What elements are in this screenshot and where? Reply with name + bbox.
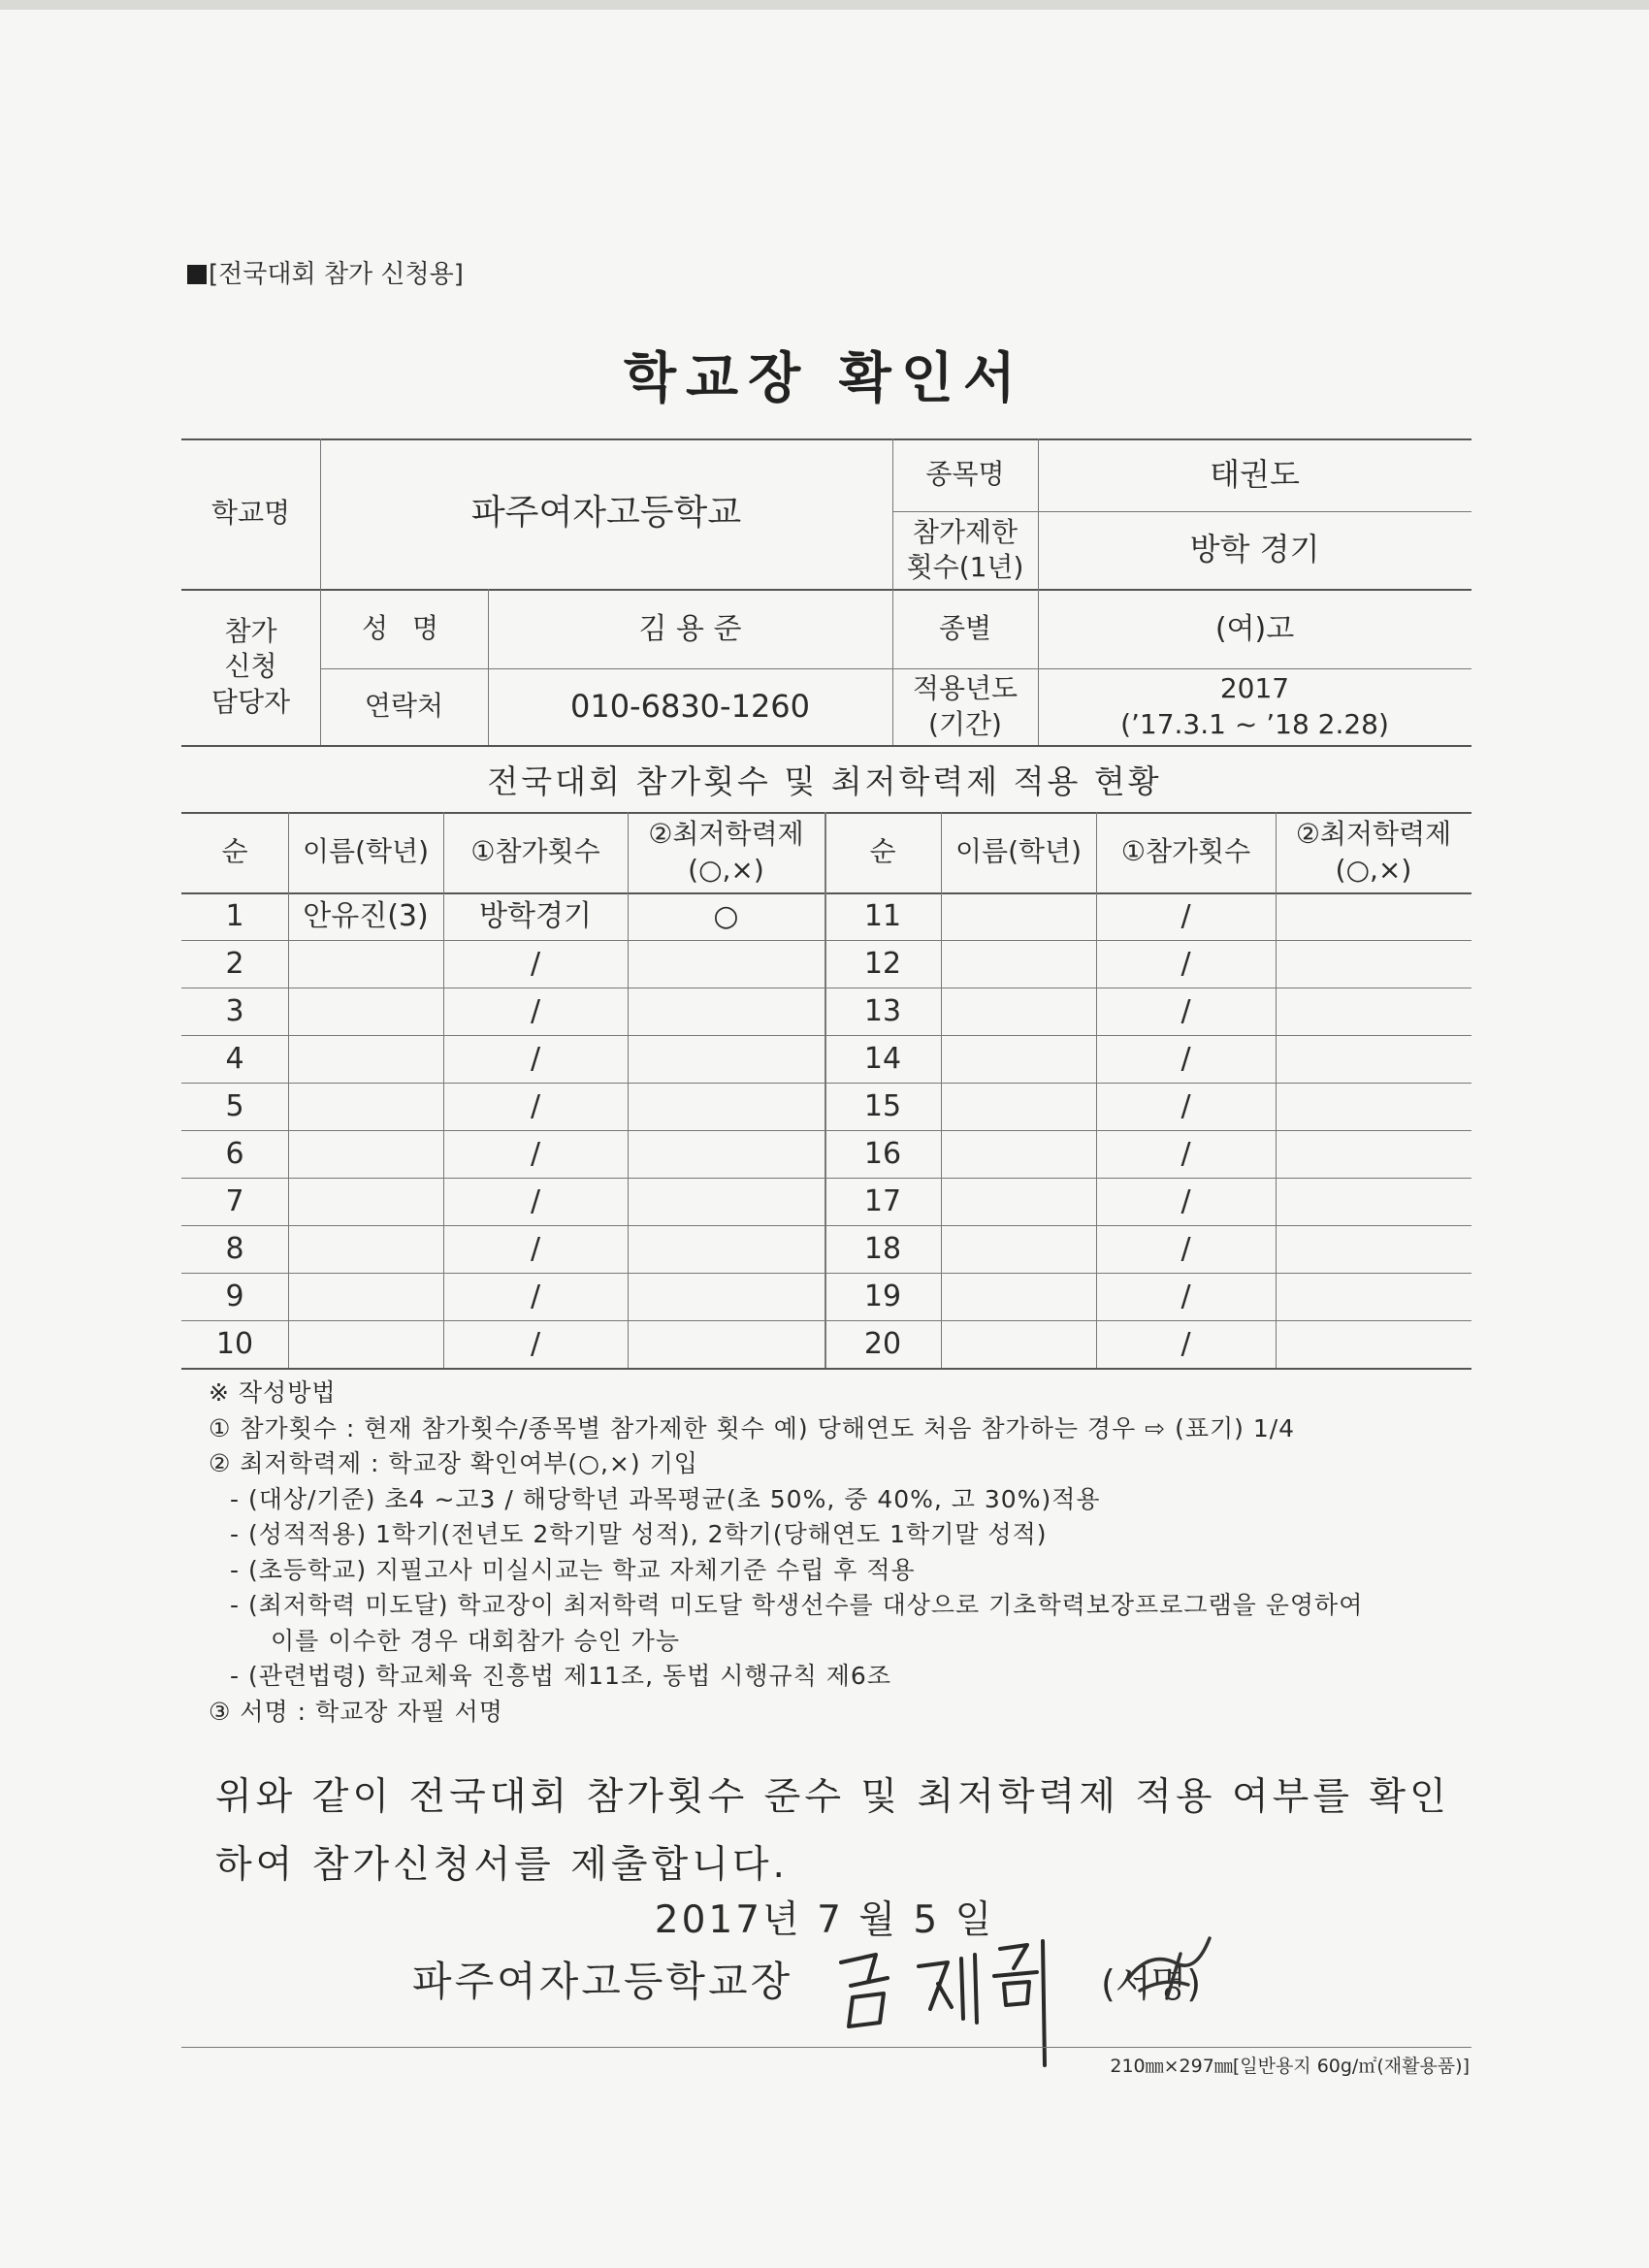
table-row-min [1276,1035,1471,1083]
manager-label [181,589,320,745]
status-title: 전국대회 참가횟수 및 최저학력제 적용 현황 [487,762,1162,800]
manager-label-line3: 담당자 [210,685,291,718]
gender-label: 종별 [938,611,992,644]
table-row-count: / [530,1327,541,1361]
instruction-item: ③ 서명 : 학교장 자필 서명 [209,1697,503,1726]
instruction-subitem: - (초등학교) 지필고사 미실시교는 학교 자체기준 수립 후 적용 [230,1555,916,1584]
instruction-subitem: - (대상/기준) 초4 ~고3 / 해당학년 과목평균(초 50%, 중 40%, 고 30%)적용 [230,1484,1101,1513]
table-row-min [628,1178,824,1225]
table-row-count: / [1180,1280,1191,1313]
table-row-seq: 9 [225,1280,244,1313]
name-label: 성 명 [362,611,446,644]
table-row-name [288,1225,443,1273]
header-name-right: 이름(학년) [954,835,1083,868]
table-row-min [628,988,824,1035]
instruction-subitem: - (관련법령) 학교체육 진흥법 제11조, 동법 시행규칙 제6조 [230,1662,891,1690]
table-row-name [941,988,1096,1035]
table-row-count: / [530,1089,541,1123]
table-row-min [1276,1273,1471,1320]
instructions-heading: ※ 작성방법 [209,1378,337,1407]
year-label [892,668,1038,745]
year-label-line1: 적용년도 [912,672,1018,705]
header-count-right: ①참가횟수 [1120,835,1251,868]
table-row-min [1276,892,1471,940]
table-row-seq: 5 [225,1089,244,1123]
table-row-name [288,1035,443,1083]
table-row-seq: 11 [863,899,902,933]
instruction-item: ① 참가횟수 : 현재 참가횟수/종목별 참가제한 횟수 예) 당해연도 처음 참가하는 경우 ⇨ (표기) 1/4 [209,1413,1296,1442]
table-row-name: 안유진(3) [303,899,429,933]
header-min-right [1276,812,1471,892]
table-row-name [941,1130,1096,1178]
header-min-right-line2: (○,×) [1335,853,1412,886]
table-row-seq: 10 [215,1327,254,1361]
header-name-left: 이름(학년) [302,835,430,868]
header-min-left-line1: ②최저학력제 [648,818,804,851]
header-seq-left: 순 [221,835,248,868]
table-row-count: / [530,1280,541,1313]
table-row-count: / [1180,994,1191,1028]
header-min-right-line1: ②최저학력제 [1295,818,1452,851]
table-row-count: / [1180,899,1191,933]
year-value-line2: (’17.3.1 ~ ’18 2.28) [1120,707,1389,740]
table-row-count: / [1180,1232,1191,1266]
handwritten-signature [829,1926,1091,2071]
table-row-count: 방학경기 [479,899,592,933]
confirmation-line-2: 하여 참가신청서를 제출합니다. [215,1843,789,1887]
table-row-count: / [530,994,541,1028]
gender-value: (여)고 [1214,611,1295,646]
issue-date: 2017년 7 월 5 일 [654,1898,995,1942]
table-row-count: / [1180,1184,1191,1218]
table-row-seq: 8 [225,1232,244,1266]
limit-label [892,511,1038,589]
table-row-name [941,892,1096,940]
paper-spec: 210㎜×297㎜[일반용지 60g/㎡(재활용품)] [1110,2056,1470,2077]
table-row-min [628,1225,824,1273]
table-row-name [941,1273,1096,1320]
table-row-name [941,1035,1096,1083]
table-row-name [288,1083,443,1130]
table-row-min [628,1035,824,1083]
table-row-name [941,1225,1096,1273]
table-row-seq: 4 [225,1042,244,1076]
table-row-seq: 19 [863,1280,902,1313]
limit-label-line2: 횟수(1년) [906,551,1024,583]
confirmation-line-1: 위와 같이 전국대회 참가횟수 준수 및 최저학력제 적용 여부를 확인 [215,1775,1450,1819]
scan-edge [0,0,1649,10]
table-row-count: / [1180,1137,1191,1171]
table-row-name [288,1273,443,1320]
table-row-min [628,1130,824,1178]
manager-label-line1: 참가 [224,614,277,647]
table-row-seq: 12 [863,947,902,981]
table-row-count: / [1180,947,1191,981]
info-bottom-rule [181,745,1471,747]
form-type-tag [187,254,464,290]
footer-rule [181,2047,1471,2048]
signature-overlay-mark [1120,1930,1217,2008]
table-row-min [1276,1130,1471,1178]
table-row-seq: 15 [863,1089,902,1123]
table-row-seq: 18 [863,1232,902,1266]
year-value-line1: 2017 [1219,672,1290,705]
event-label: 종목명 [925,458,1005,491]
header-seq-right: 순 [869,835,896,868]
table-row-count: / [530,947,541,981]
table-row-count: / [530,1042,541,1076]
square-bullet-icon [187,265,207,284]
manager-label-line2: 신청 [224,650,277,683]
table-row-seq: 17 [863,1184,902,1218]
table-row-min [628,1320,824,1368]
table-row-count: / [530,1184,541,1218]
principal-title: 파주여자고등학교장 [412,1958,793,2005]
instruction-subitem: - (최저학력 미도달) 학교장이 최저학력 미도달 학생선수를 대상으로 기초학력보장프로그램을 운영하여 [230,1591,1364,1619]
table-row-name [941,1178,1096,1225]
table-row-seq: 16 [863,1137,902,1171]
table-row-min [628,1273,824,1320]
table-row-seq: 13 [863,994,902,1028]
table-row-name [288,1320,443,1368]
table-row-min [628,1083,824,1130]
limit-label-line1: 참가제한 [912,515,1018,548]
school-value: 파주여자고등학교 [470,493,742,534]
table-row-seq: 7 [225,1184,244,1218]
limit-value: 방학 경기 [1189,531,1320,568]
table-row-name [288,940,443,988]
table-row-min [1276,1225,1471,1273]
contact-label: 연락처 [364,690,444,723]
table-row-seq: 2 [225,947,244,981]
table-row-min [1276,1320,1471,1368]
table-row-name [941,1320,1096,1368]
document-title: 학교장 확인서 [623,347,1026,410]
table-row-min [628,940,824,988]
table-row-seq: 20 [863,1327,902,1361]
table-row-min: ○ [713,899,739,933]
table-row-name [288,988,443,1035]
contact-value: 010-6830-1260 [569,687,811,725]
name-value: 김 용 준 [638,611,742,646]
table-row-count: / [1180,1327,1191,1361]
year-value [1038,668,1471,745]
table-row-name [288,1178,443,1225]
table-row-count: / [1180,1042,1191,1076]
table-row-seq: 3 [225,994,244,1028]
confirmation-statement [215,1764,1450,1899]
table-row-name [941,940,1096,988]
table-row-seq: 14 [863,1042,902,1076]
table-row-name [941,1083,1096,1130]
table-row-min [1276,1178,1471,1225]
year-label-line2: (기간) [928,707,1002,740]
table-row-count: / [530,1232,541,1266]
instruction-subitem-continued: 이를 이수한 경우 대회참가 승인 가능 [271,1626,680,1655]
header-min-left-line2: (○,×) [688,853,764,886]
table-row-seq: 1 [225,899,244,933]
seal-label: (서명) [1101,1962,1202,2005]
table-row-min [1276,988,1471,1035]
table-row-count: / [1180,1089,1191,1123]
table-row-min [1276,1083,1471,1130]
table-row-count: / [530,1137,541,1171]
table-row-name [288,1130,443,1178]
event-value: 태권도 [1210,455,1300,493]
instruction-subitem: - (성적적용) 1학기(전년도 2학기말 성적), 2학기(당해연도 1학기말 성적) [230,1520,1048,1548]
form-type-label: [전국대회 참가 신청용] [209,260,464,289]
instruction-item: ② 최저학력제 : 학교장 확인여부(○,×) 기입 [209,1449,698,1477]
instructions [209,1376,1363,1730]
table-row-min [1276,940,1471,988]
table-row-seq: 6 [225,1137,244,1171]
header-min-left [628,812,824,892]
header-count-left: ①참가횟수 [470,835,600,868]
school-label: 학교명 [210,497,291,530]
row-divider [181,1368,1471,1370]
